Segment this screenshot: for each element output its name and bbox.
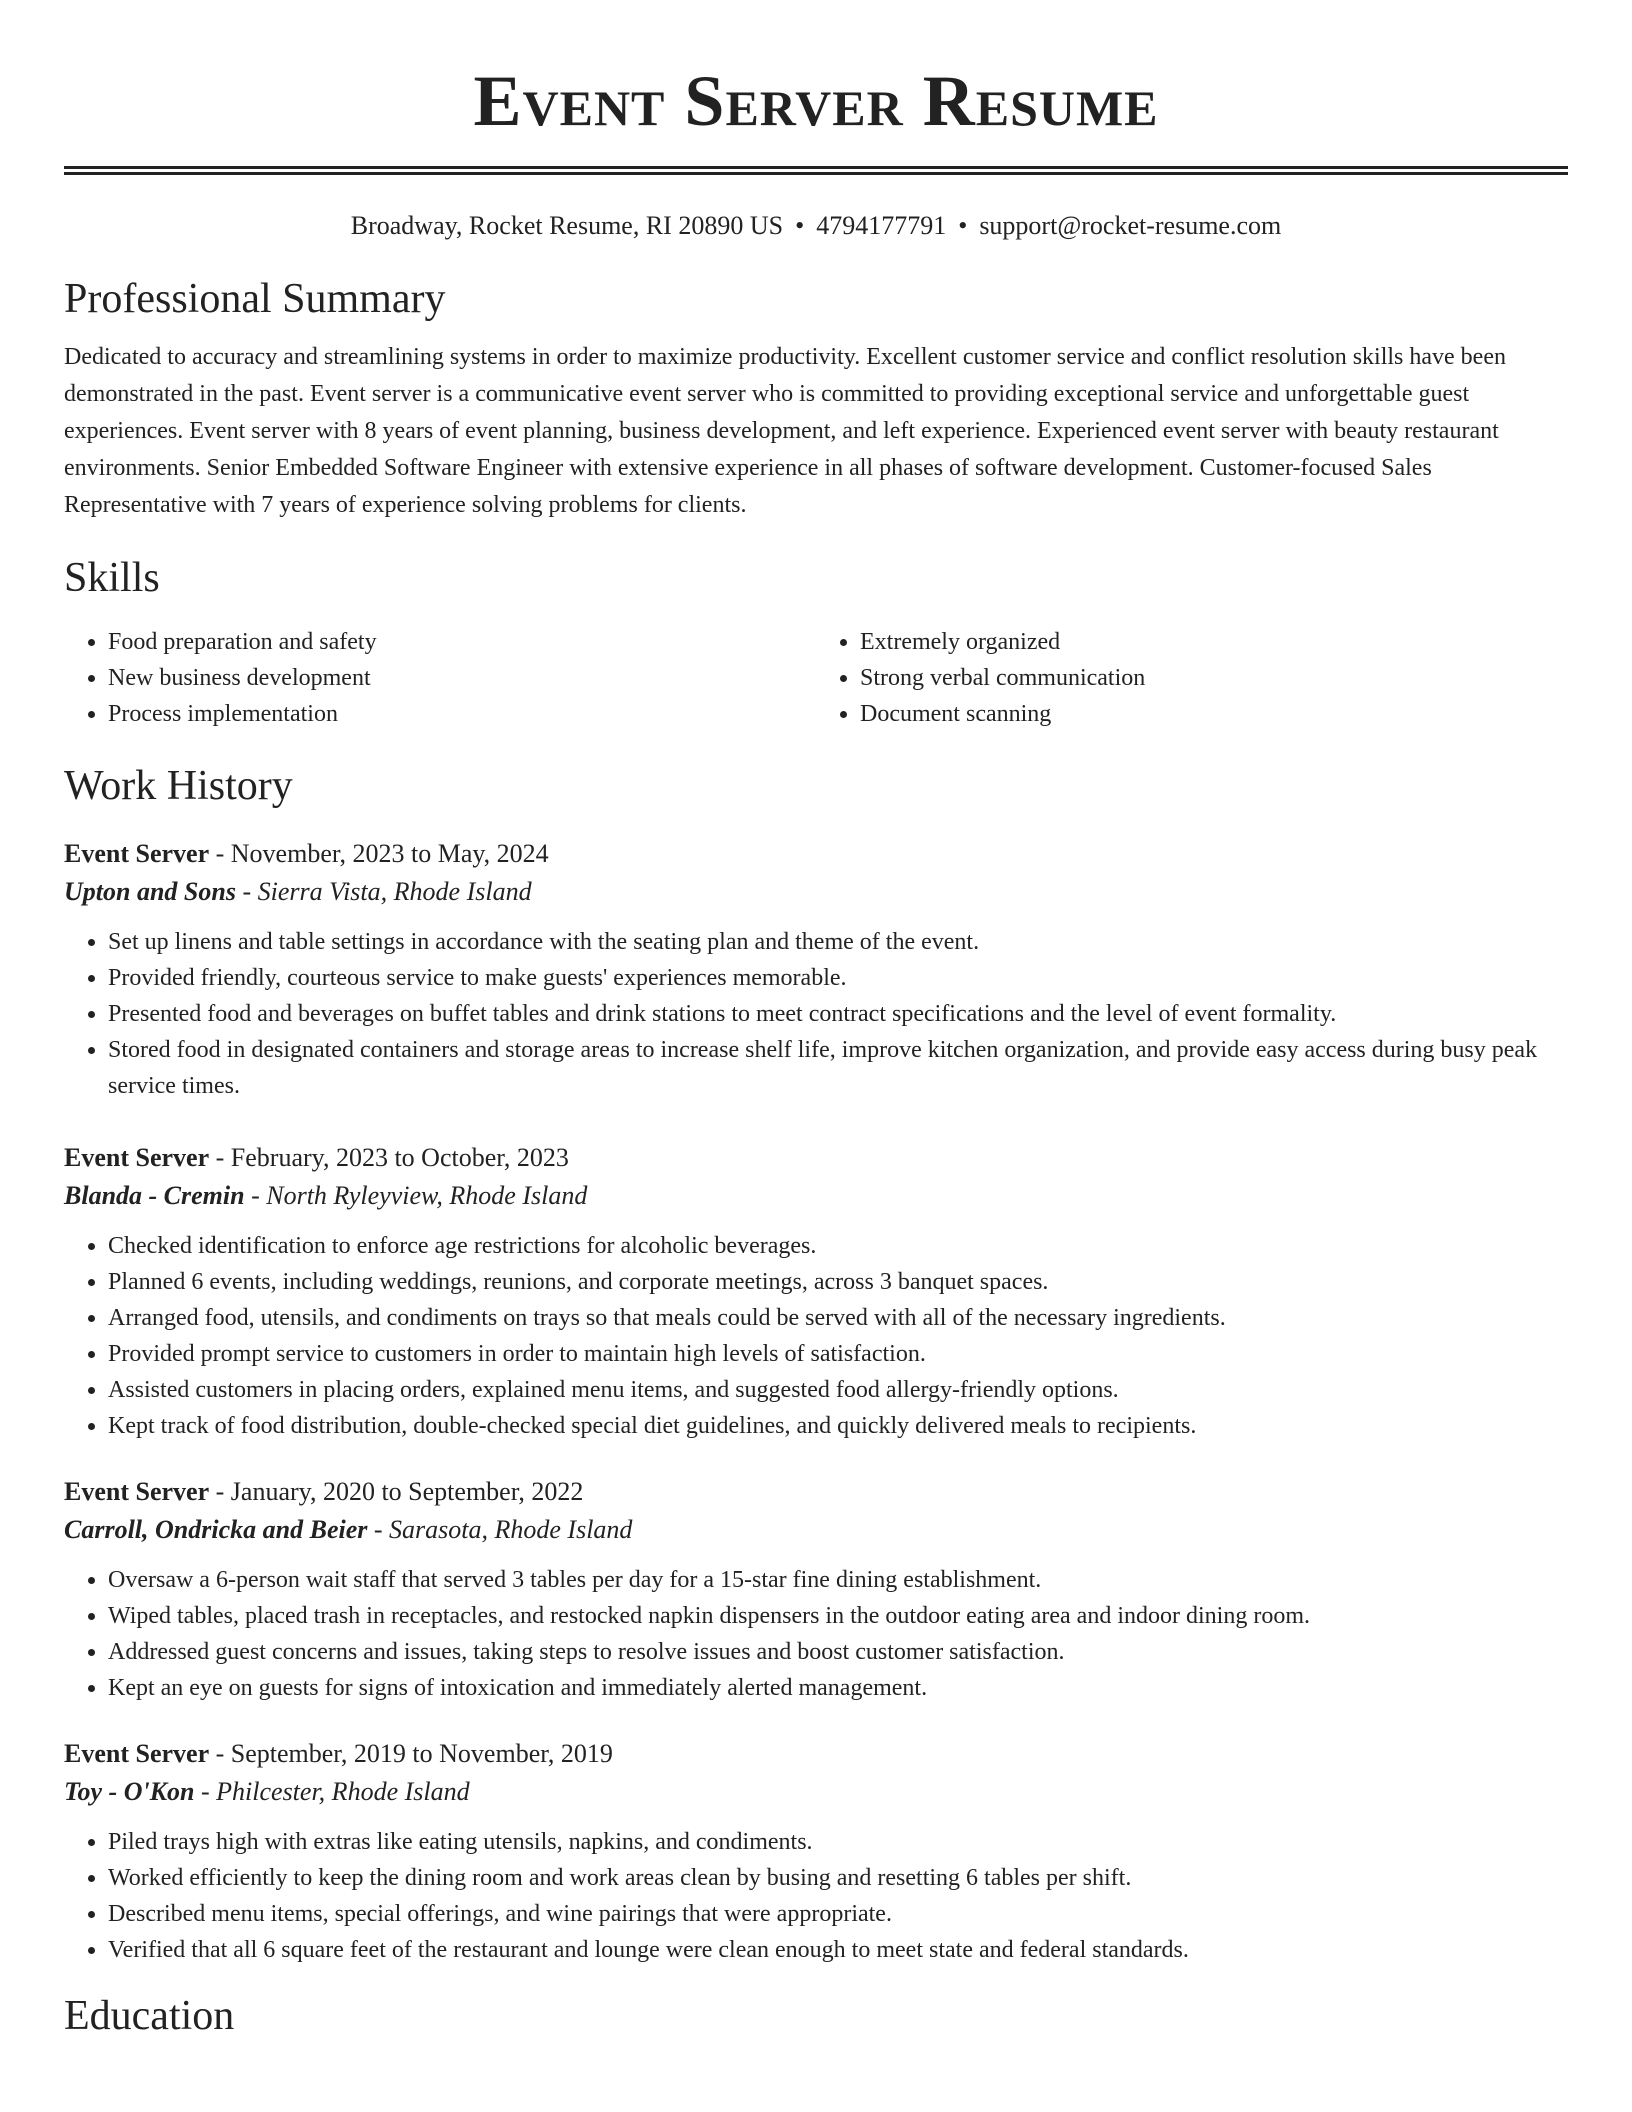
- job-entry: [64, 1140, 1568, 1444]
- title-divider: [64, 166, 1568, 175]
- job-bullets: [64, 1562, 1568, 1706]
- job-dates: - January, 2020 to September, 2022: [209, 1477, 584, 1506]
- summary-text: Dedicated to accuracy and streamlining systems in order to maximize productivity. Excellent customer service and conflict resolution skills have been demonstrated in the past. Event server is a communicative event server who is committed to providing exceptional service and unforgettable guest experiences. Event server with 8 years of event planning, business development, and left experience. Experienced event server with beauty restaurant environments. Senior Embedded Software Engineer with extensive experience in all phases of software development. Customer-focused Sales Representative with 7 years of experience solving problems for clients.: [64, 344, 1506, 518]
- job-company: Upton and Sons: [64, 877, 236, 906]
- job-entry: [64, 1736, 1568, 1968]
- job-title: Event Server: [64, 1477, 210, 1506]
- job-dates: - September, 2019 to November, 2019: [209, 1739, 613, 1768]
- job-dates: - February, 2023 to October, 2023: [209, 1143, 569, 1172]
- job-location: - Sierra Vista, Rhode Island: [235, 877, 532, 906]
- job-title-line: [64, 1736, 1568, 1772]
- contact-address: Broadway, Rocket Resume, RI 20890 US: [350, 211, 784, 240]
- job-bullet: • Described menu items, special offerings, and wine pairings that were appropriate.: [108, 1896, 1568, 1932]
- education-heading: Education: [64, 1993, 235, 2039]
- contact-separator: •: [958, 211, 968, 240]
- job-company-line: [64, 1176, 1568, 1216]
- job-title: Event Server: [64, 1143, 210, 1172]
- job-bullet: • Provided prompt service to customers in order to maintain high levels of satisfaction.: [108, 1336, 1568, 1372]
- job-bullet: • Piled trays high with extras like eating utensils, napkins, and condiments.: [108, 1824, 1568, 1860]
- skill-item: • Document scanning: [860, 696, 1568, 732]
- job-title: Event Server: [64, 1739, 210, 1768]
- job-company-line: [64, 1772, 1568, 1812]
- job-bullet: • Kept track of food distribution, double-checked special diet guidelines, and quickly delivered meals to recipients.: [108, 1408, 1568, 1444]
- resume-title: Event Server Resume: [473, 61, 1159, 141]
- job-bullet: • Assisted customers in placing orders, explained menu items, and suggested food allergy-friendly options.: [108, 1372, 1568, 1408]
- skill-item: • Extremely organized: [860, 624, 1568, 660]
- job-bullets: [64, 1824, 1568, 1968]
- job-title-line: [64, 836, 1568, 872]
- job-dates: - November, 2023 to May, 2024: [209, 839, 549, 868]
- job-bullet: • Kept an eye on guests for signs of intoxication and immediately alerted management.: [108, 1670, 1568, 1706]
- job-company: Blanda - Cremin: [64, 1181, 245, 1210]
- job-bullet: • Planned 6 events, including weddings, reunions, and corporate meetings, across 3 banquet spaces.: [108, 1264, 1568, 1300]
- skill-item: • Strong verbal communication: [860, 660, 1568, 696]
- job-bullet: • Checked identification to enforce age restrictions for alcoholic beverages.: [108, 1228, 1568, 1264]
- job-title: Event Server: [64, 839, 210, 868]
- job-bullets: [64, 1228, 1568, 1444]
- job-entry: [64, 1474, 1568, 1706]
- job-bullet: • Stored food in designated containers and storage areas to increase shelf life, improve kitchen organization, and provide easy access during busy peak service times.: [108, 1032, 1568, 1104]
- job-location: - Philcester, Rhode Island: [194, 1777, 470, 1806]
- job-bullet: • Presented food and beverages on buffet tables and drink stations to meet contract specifications and the level of event formality.: [108, 996, 1568, 1032]
- job-title-line: [64, 1474, 1568, 1510]
- job-entry: [64, 836, 1568, 1104]
- contact-email: support@rocket-resume.com: [979, 211, 1282, 240]
- job-location: - North Ryleyview, Rhode Island: [244, 1181, 588, 1210]
- contact-separator: •: [795, 211, 805, 240]
- job-bullet: • Arranged food, utensils, and condiments on trays so that meals could be served with all of the necessary ingredients.: [108, 1300, 1568, 1336]
- skills-heading: Skills: [64, 555, 160, 601]
- job-bullets: [64, 924, 1568, 1104]
- skill-item: • Process implementation: [108, 696, 816, 732]
- contact-line: [64, 209, 1568, 243]
- skills-list: [64, 624, 1568, 732]
- skills-column-left: [64, 624, 816, 732]
- job-company-line: [64, 1510, 1568, 1550]
- job-bullet: • Oversaw a 6-person wait staff that served 3 tables per day for a 15-star fine dining establishment.: [108, 1562, 1568, 1598]
- job-bullet: • Set up linens and table settings in accordance with the seating plan and theme of the event.: [108, 924, 1568, 960]
- job-company: Carroll, Ondricka and Beier: [64, 1515, 368, 1544]
- job-bullet: • Wiped tables, placed trash in receptacles, and restocked napkin dispensers in the outdoor eating area and indoor dining room.: [108, 1598, 1568, 1634]
- job-title-line: [64, 1140, 1568, 1176]
- skill-item: • Food preparation and safety: [108, 624, 816, 660]
- job-company-line: [64, 872, 1568, 912]
- job-bullet: • Verified that all 6 square feet of the restaurant and lounge were clean enough to meet state and federal standards.: [108, 1932, 1568, 1968]
- job-company: Toy - O'Kon: [64, 1777, 195, 1806]
- summary-heading: Professional Summary: [64, 276, 446, 322]
- skills-column-right: [816, 624, 1568, 732]
- work-history-heading: Work History: [64, 763, 293, 809]
- job-bullet: • Addressed guest concerns and issues, taking steps to resolve issues and boost customer satisfaction.: [108, 1634, 1568, 1670]
- skill-item: • New business development: [108, 660, 816, 696]
- contact-phone: 4794177791: [816, 211, 947, 240]
- job-bullet: • Worked efficiently to keep the dining room and work areas clean by busing and resetting 6 tables per shift.: [108, 1860, 1568, 1896]
- job-bullet: • Provided friendly, courteous service to make guests' experiences memorable.: [108, 960, 1568, 996]
- job-location: - Sarasota, Rhode Island: [367, 1515, 633, 1544]
